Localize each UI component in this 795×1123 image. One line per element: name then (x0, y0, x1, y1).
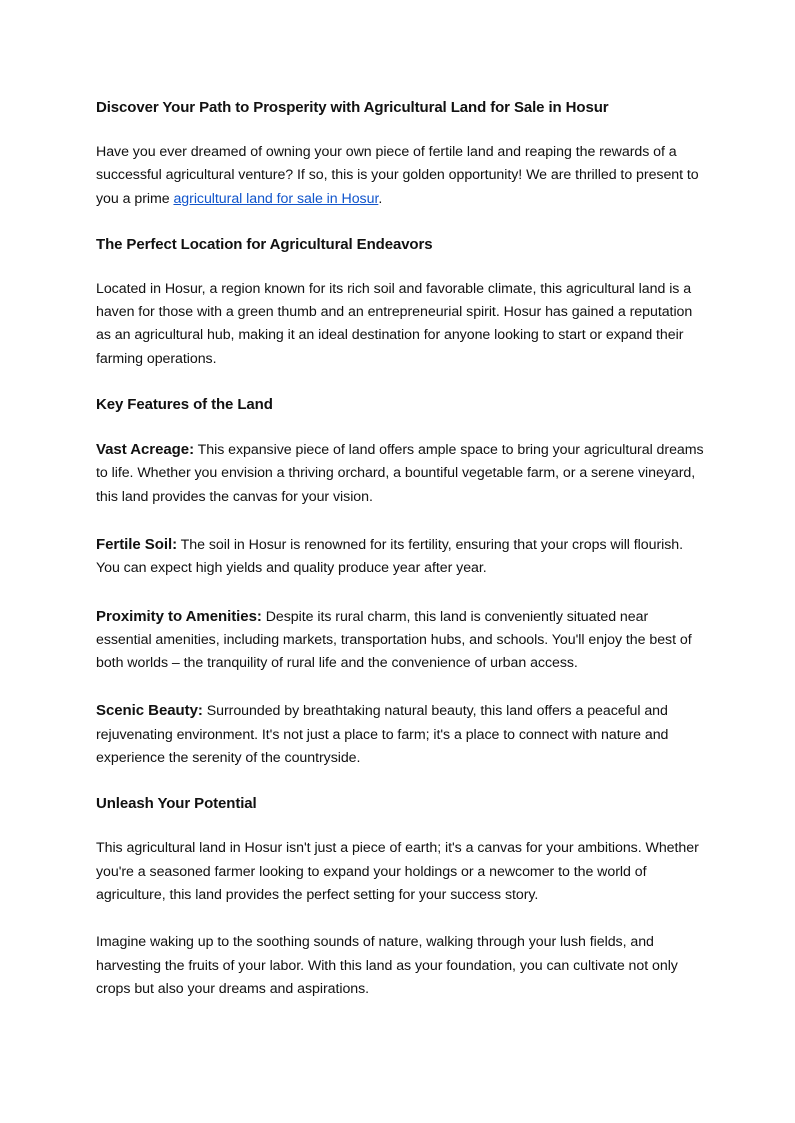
feature-scenic-beauty (96, 699, 704, 770)
potential-heading: Unleash Your Potential (96, 795, 257, 813)
feature-proximity-amenities (96, 605, 704, 676)
feature-text: Surrounded by breathtaking natural beauty, this land offers a peaceful and rejuvenating environment. It's not just a place to farm; it's a place to connect with nature and experience the serenity of the countryside. (96, 703, 669, 767)
potential-paragraph-2: Imagine waking up to the soothing sounds of nature, walking through your lush fields, and harvesting the fruits of your labor. With this land as your foundation, you can cultivate not only crops but also your dreams and aspirations. (96, 934, 678, 997)
feature-text: Despite its rural charm, this land is conveniently situated near essential amenities, including markets, transportation hubs, and schools. You'll enjoy the best of both worlds – the tranquility of rural life and the convenience of urban access. (96, 608, 692, 672)
feature-vast-acreage (96, 438, 704, 509)
feature-text: The soil in Hosur is renowned for its fertility, ensuring that your crops will flourish. You can expect high yields and quality produce year after year. (96, 536, 684, 577)
potential-paragraph-1: This agricultural land in Hosur isn't just a piece of earth; it's a canvas for your ambitions. Whether you're a seasoned farmer looking to expand your holdings or a newcomer to the world of agriculture, this land provides the perfect setting for your success story. (96, 840, 699, 903)
intro-text-end: . (378, 190, 383, 207)
document-page (96, 96, 704, 1001)
feature-label: Proximity to Amenities: (96, 607, 262, 625)
feature-label: Fertile Soil: (96, 535, 178, 553)
features-heading: Key Features of the Land (96, 396, 273, 414)
intro-text: Have you ever dreamed of owning your own piece of fertile land and reaping the rewards of a successful agricultural venture? If so, this is your golden opportunity! We are thrilled to present to you a prime (96, 144, 699, 207)
feature-label: Vast Acreage: (96, 441, 195, 459)
feature-label: Scenic Beauty: (96, 702, 203, 720)
document-title: Discover Your Path to Prosperity with Agricultural Land for Sale in Hosur (96, 99, 609, 116)
feature-text: This expansive piece of land offers ample space to bring your agricultural dreams to life. Whether you envision a thriving orchard, a bountiful vegetable farm, or a serene vineyard, this land provides the canvas for your vision. (96, 442, 704, 505)
intro-paragraph (96, 141, 704, 211)
hosur-land-link[interactable]: agricultural land for sale in Hosur (173, 190, 379, 207)
location-paragraph: Located in Hosur, a region known for its rich soil and favorable climate, this agricultural land is a haven for those with a green thumb and an entrepreneurial spirit. Hosur has gained a reputation as an agricultural hub, making it an ideal destination for anyone looking to start or expand their farming operations. (96, 280, 693, 367)
location-heading: The Perfect Location for Agricultural Endeavors (96, 235, 433, 253)
feature-fertile-soil (96, 533, 704, 581)
